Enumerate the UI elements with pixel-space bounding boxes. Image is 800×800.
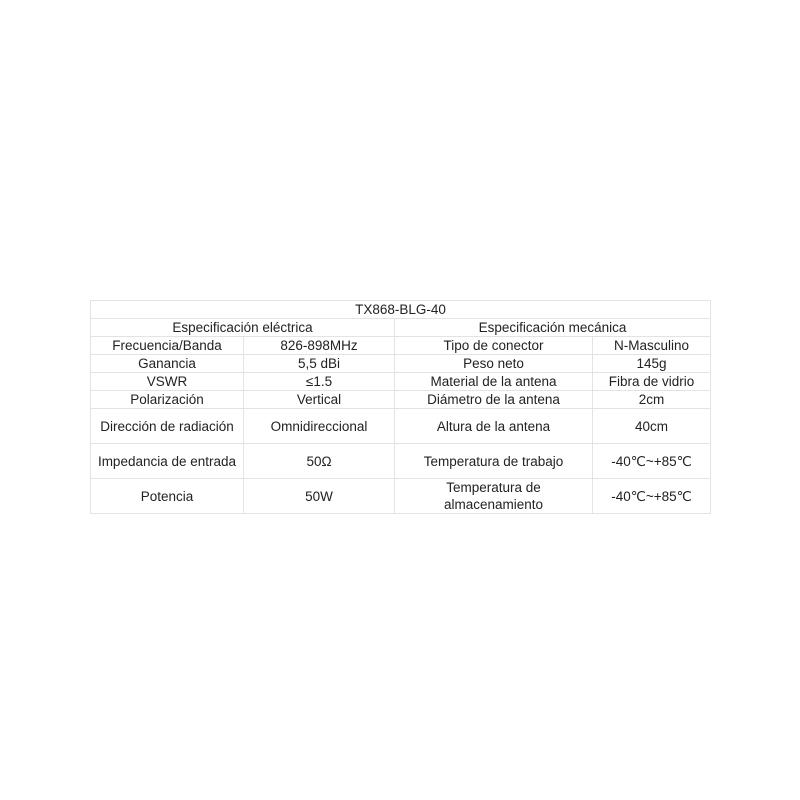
table-row — [91, 355, 711, 373]
electrical-value: 50W — [244, 479, 395, 514]
table-row — [91, 373, 711, 391]
electrical-label: VSWR — [91, 373, 244, 391]
electrical-label: Potencia — [91, 479, 244, 514]
table-row — [91, 409, 711, 444]
mechanical-value: Fibra de vidrio — [593, 373, 711, 391]
mechanical-label: Altura de la antena — [395, 409, 593, 444]
electrical-value: Vertical — [244, 391, 395, 409]
mechanical-label: Temperatura de almacenamiento — [395, 479, 593, 514]
table-row — [91, 337, 711, 355]
mechanical-value: -40℃~+85℃ — [593, 444, 711, 479]
mechanical-value: 2cm — [593, 391, 711, 409]
table-title-row — [91, 301, 711, 319]
mechanical-value: N-Masculino — [593, 337, 711, 355]
electrical-spec-header: Especificación eléctrica — [91, 319, 395, 337]
mechanical-label: Tipo de conector — [395, 337, 593, 355]
electrical-label: Polarización — [91, 391, 244, 409]
electrical-label: Impedancia de entrada — [91, 444, 244, 479]
mechanical-value: 145g — [593, 355, 711, 373]
table-row — [91, 479, 711, 514]
electrical-value: 50Ω — [244, 444, 395, 479]
mechanical-label: Material de la antena — [395, 373, 593, 391]
table-title: TX868-BLG-40 — [91, 301, 711, 319]
table-row — [91, 444, 711, 479]
electrical-label: Dirección de radiación — [91, 409, 244, 444]
electrical-value: ≤1.5 — [244, 373, 395, 391]
mechanical-value: -40℃~+85℃ — [593, 479, 711, 514]
mechanical-label: Temperatura de trabajo — [395, 444, 593, 479]
spec-table — [90, 300, 711, 514]
table-row — [91, 391, 711, 409]
mechanical-spec-header: Especificación mecánica — [395, 319, 711, 337]
electrical-value: 826-898MHz — [244, 337, 395, 355]
mechanical-label: Diámetro de la antena — [395, 391, 593, 409]
electrical-value: Omnidireccional — [244, 409, 395, 444]
electrical-value: 5,5 dBi — [244, 355, 395, 373]
electrical-label: Ganancia — [91, 355, 244, 373]
electrical-label: Frecuencia/Banda — [91, 337, 244, 355]
mechanical-label: Peso neto — [395, 355, 593, 373]
mechanical-value: 40cm — [593, 409, 711, 444]
section-header-row — [91, 319, 711, 337]
